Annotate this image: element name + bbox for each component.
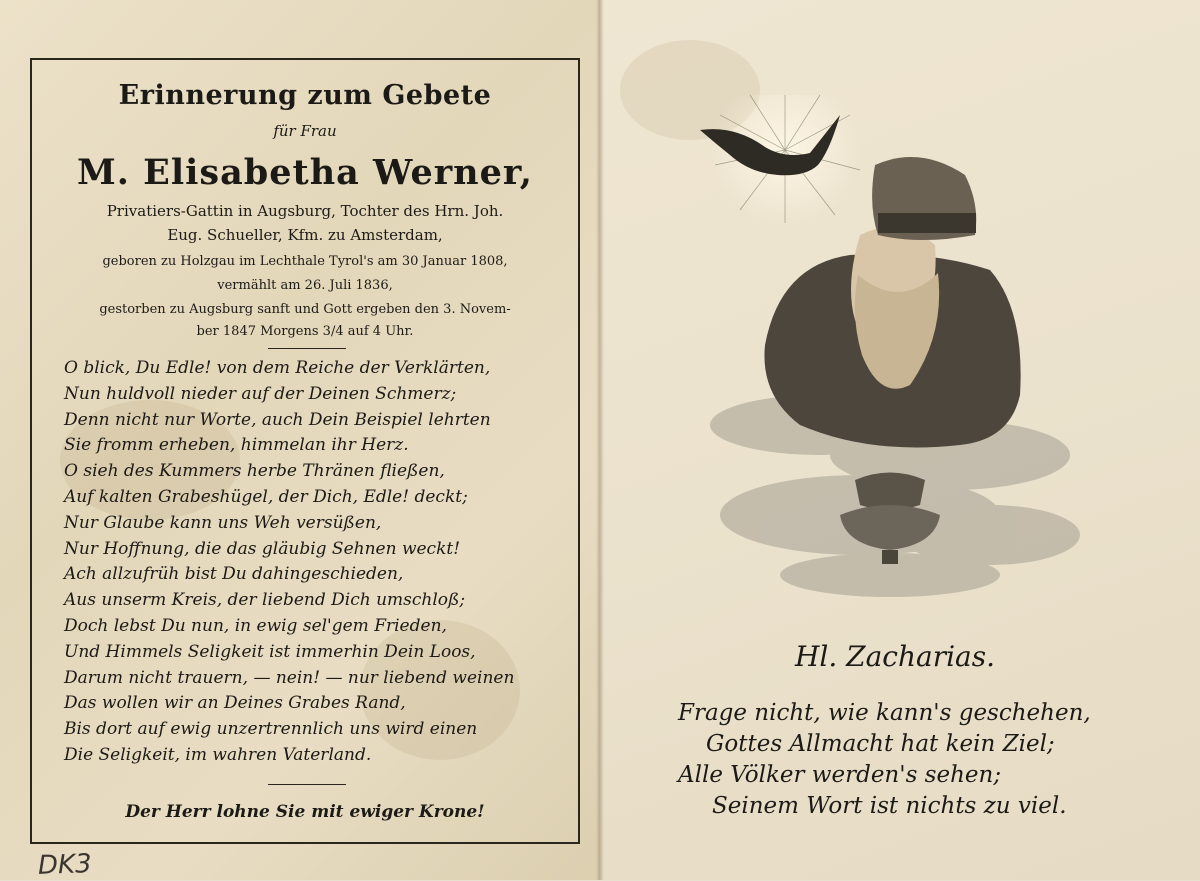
- poem-line: Und Himmels Seligkeit ist immerhin Dein Loos,: [64, 641, 476, 662]
- poem-line: O sieh des Kummers herbe Thränen fließen,: [64, 461, 445, 482]
- info-line: Eug. Schueller, Kfm. zu Amsterdam,: [167, 226, 443, 244]
- info-line: Privatiers-Gattin in Augsburg, Tochter des Hrn. Joh.: [106, 202, 504, 220]
- poem-line: Die Seligkeit, im wahren Vaterland.: [64, 744, 372, 765]
- left-page: [0, 0, 600, 880]
- poem-line: Nur Glaube kann uns Weh versüßen,: [64, 512, 382, 533]
- info-line: gestorben zu Augsburg sanft und Gott ergeben den 3. Novem-: [99, 302, 511, 317]
- shelf-mark: DK3: [37, 849, 93, 881]
- info-line: geboren zu Holzgau im Lechthale Tyrol's am 30 Januar 1808,: [102, 254, 508, 269]
- card-title: Erinnerung zum Gebete: [118, 80, 492, 111]
- poem-line: Das wollen wir an Deines Grabes Rand,: [64, 693, 406, 714]
- saint-verse: [678, 700, 1108, 825]
- poem-line: Sie fromm erheben, himmelan ihr Herz.: [64, 435, 409, 456]
- poem-line: O blick, Du Edle! von dem Reiche der Verklärten,: [64, 358, 491, 378]
- poem-line: Aus unserm Kreis, der liebend Dich umschloß;: [64, 590, 466, 611]
- for-line: für Frau: [273, 122, 337, 140]
- poem-line: Ach allzufrüh bist Du dahingeschieden,: [64, 564, 404, 585]
- verse-line: Gottes Allmacht hat kein Ziel;: [706, 731, 1055, 757]
- divider: [268, 784, 346, 785]
- poem-line: Nun huldvoll nieder auf der Deinen Schmerz;: [64, 383, 457, 404]
- dove-icon: [700, 95, 860, 225]
- saint-illustration: [690, 95, 1100, 605]
- poem-line: Doch lebst Du nun, in ewig sel'gem Frieden,: [64, 615, 447, 636]
- info-line: vermählt am 26. Juli 1836,: [217, 278, 393, 293]
- memorial-poem: [64, 356, 564, 769]
- card-fold: [596, 0, 604, 880]
- saint-name: Hl. Zacharias.: [794, 640, 996, 673]
- deceased-name: M. Elisabetha Werner,: [77, 152, 533, 193]
- poem-line: Denn nicht nur Worte, auch Dein Beispiel lehrten: [64, 409, 491, 430]
- verse-line: Seinem Wort ist nichts zu viel.: [712, 793, 1067, 819]
- divider: [268, 348, 346, 349]
- poem-line: Auf kalten Grabeshügel, der Dich, Edle! deckt;: [64, 486, 468, 507]
- memorial-frame: [30, 58, 580, 844]
- poem-line: Nur Hoffnung, die das gläubig Sehnen weckt!: [64, 538, 461, 559]
- closing-blessing: Der Herr lohne Sie mit ewiger Krone!: [125, 802, 485, 822]
- verse-line: Frage nicht, wie kann's geschehen,: [678, 700, 1091, 726]
- verse-line: Alle Völker werden's sehen;: [678, 762, 1002, 788]
- info-line: ber 1847 Morgens 3/4 auf 4 Uhr.: [196, 324, 414, 339]
- poem-line: Bis dort auf ewig unzertrennlich uns wird einen: [64, 719, 478, 740]
- poem-line: Darum nicht trauern, — nein! — nur liebend weinen: [64, 667, 515, 688]
